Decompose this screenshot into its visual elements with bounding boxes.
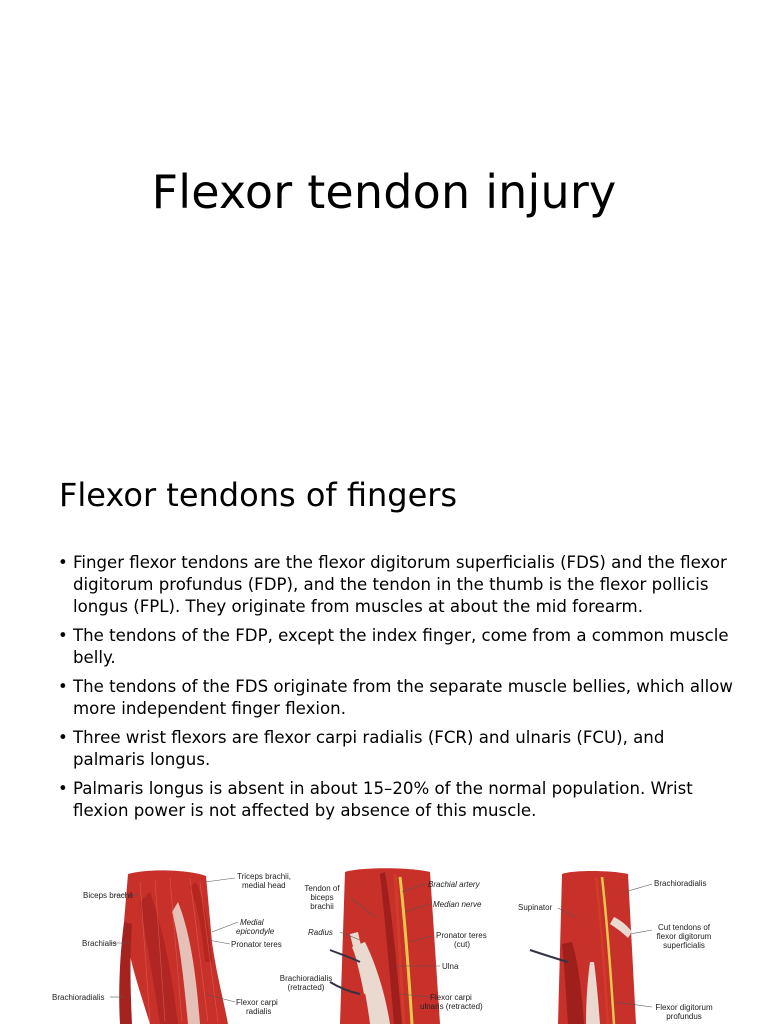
label-ulna: Ulna — [442, 962, 459, 971]
label-tendon-biceps-2: biceps — [310, 893, 334, 902]
label-cut-tendons-3: superficialis — [663, 941, 705, 950]
bullet-text: Palmaris longus is absent in about 15–20% of the normal population. Wrist flexion power is not affected by absence of this muscle. — [73, 779, 693, 820]
label-brachial-artery: Brachial artery — [428, 880, 480, 889]
label-biceps-brachii: Biceps brachii — [83, 891, 133, 900]
bullet-dot: • — [58, 553, 68, 572]
anatomy-figure — [0, 862, 768, 1024]
bullet-text: Three wrist flexors are flexor carpi radialis (FCR) and ulnaris (FCU), and palmaris longus. — [73, 728, 665, 769]
label-brachioradialis-deep: Brachioradialis — [654, 879, 707, 888]
label-tendon-biceps-3: brachii — [310, 902, 334, 911]
label-medial-epicondyle-2: epicondyle — [236, 927, 275, 936]
bullet-item — [58, 727, 738, 771]
label-median-nerve: Median nerve — [433, 900, 482, 909]
label-triceps: Triceps brachii, — [237, 872, 291, 881]
bullet-dot: • — [58, 779, 68, 798]
label-fdp: Flexor digitorum — [655, 1003, 713, 1012]
bullet-item — [58, 552, 738, 618]
bullet-text: The tendons of the FDP, except the index finger, come from a common muscle belly. — [73, 626, 729, 667]
anatomy-panel-cubital — [279, 862, 520, 1024]
bullet-dot: • — [58, 728, 68, 747]
bullet-dot: • — [58, 677, 68, 696]
label-fcr-2: radialis — [246, 1007, 272, 1016]
bullet-text: Finger flexor tendons are the flexor digitorum superficialis (FDS) and the flexor digitorum profundus (FDP), and the tendon in the thumb is the flexor pollicis longus (FPL). They originate from muscles at about the mid forearm. — [73, 553, 727, 616]
bullet-text: The tendons of the FDS originate from the separate muscle bellies, which allow more independent finger flexion. — [73, 677, 733, 718]
label-fcr: Flexor carpi — [236, 998, 278, 1007]
anatomy-panel-superficial — [0, 862, 300, 1024]
label-fcu: Flexor carpi — [430, 993, 472, 1002]
label-brachioradialis-retracted: Brachioradialis — [279, 974, 333, 983]
label-medial-epicondyle: Medial — [240, 918, 264, 927]
label-radius: Radius — [308, 928, 333, 937]
section-heading: Flexor tendons of fingers — [59, 476, 458, 514]
label-fcu-2: ulnaris (retracted) — [420, 1002, 483, 1011]
label-fdp-2: profundus — [666, 1012, 702, 1021]
slide-title: Flexor tendon injury — [151, 165, 617, 219]
label-pronator-teres: Pronator teres — [231, 940, 282, 949]
label-triceps-head: medial head — [242, 881, 286, 890]
label-brachialis: Brachialis — [82, 939, 117, 948]
label-supinator: Supinator — [518, 903, 553, 912]
label-pronator-cut-2: (cut) — [454, 940, 470, 949]
bullet-item — [58, 676, 738, 720]
label-brachioradialis: Brachioradialis — [52, 993, 105, 1002]
label-cut-tendons: Cut tendons of — [657, 923, 711, 932]
bullet-dot: • — [58, 626, 68, 645]
label-brachioradialis-retracted-2: (retracted) — [287, 983, 325, 992]
bullet-list — [58, 552, 738, 829]
label-tendon-biceps: Tendon of — [304, 884, 340, 893]
anatomy-panel-deep — [510, 862, 768, 1024]
bullet-item — [58, 625, 738, 669]
deep-flexors-illustration — [510, 862, 768, 1024]
label-cut-tendons-2: flexor digitorum — [656, 932, 712, 941]
label-pronator-cut: Pronator teres — [436, 931, 487, 940]
bullet-item — [58, 778, 738, 822]
